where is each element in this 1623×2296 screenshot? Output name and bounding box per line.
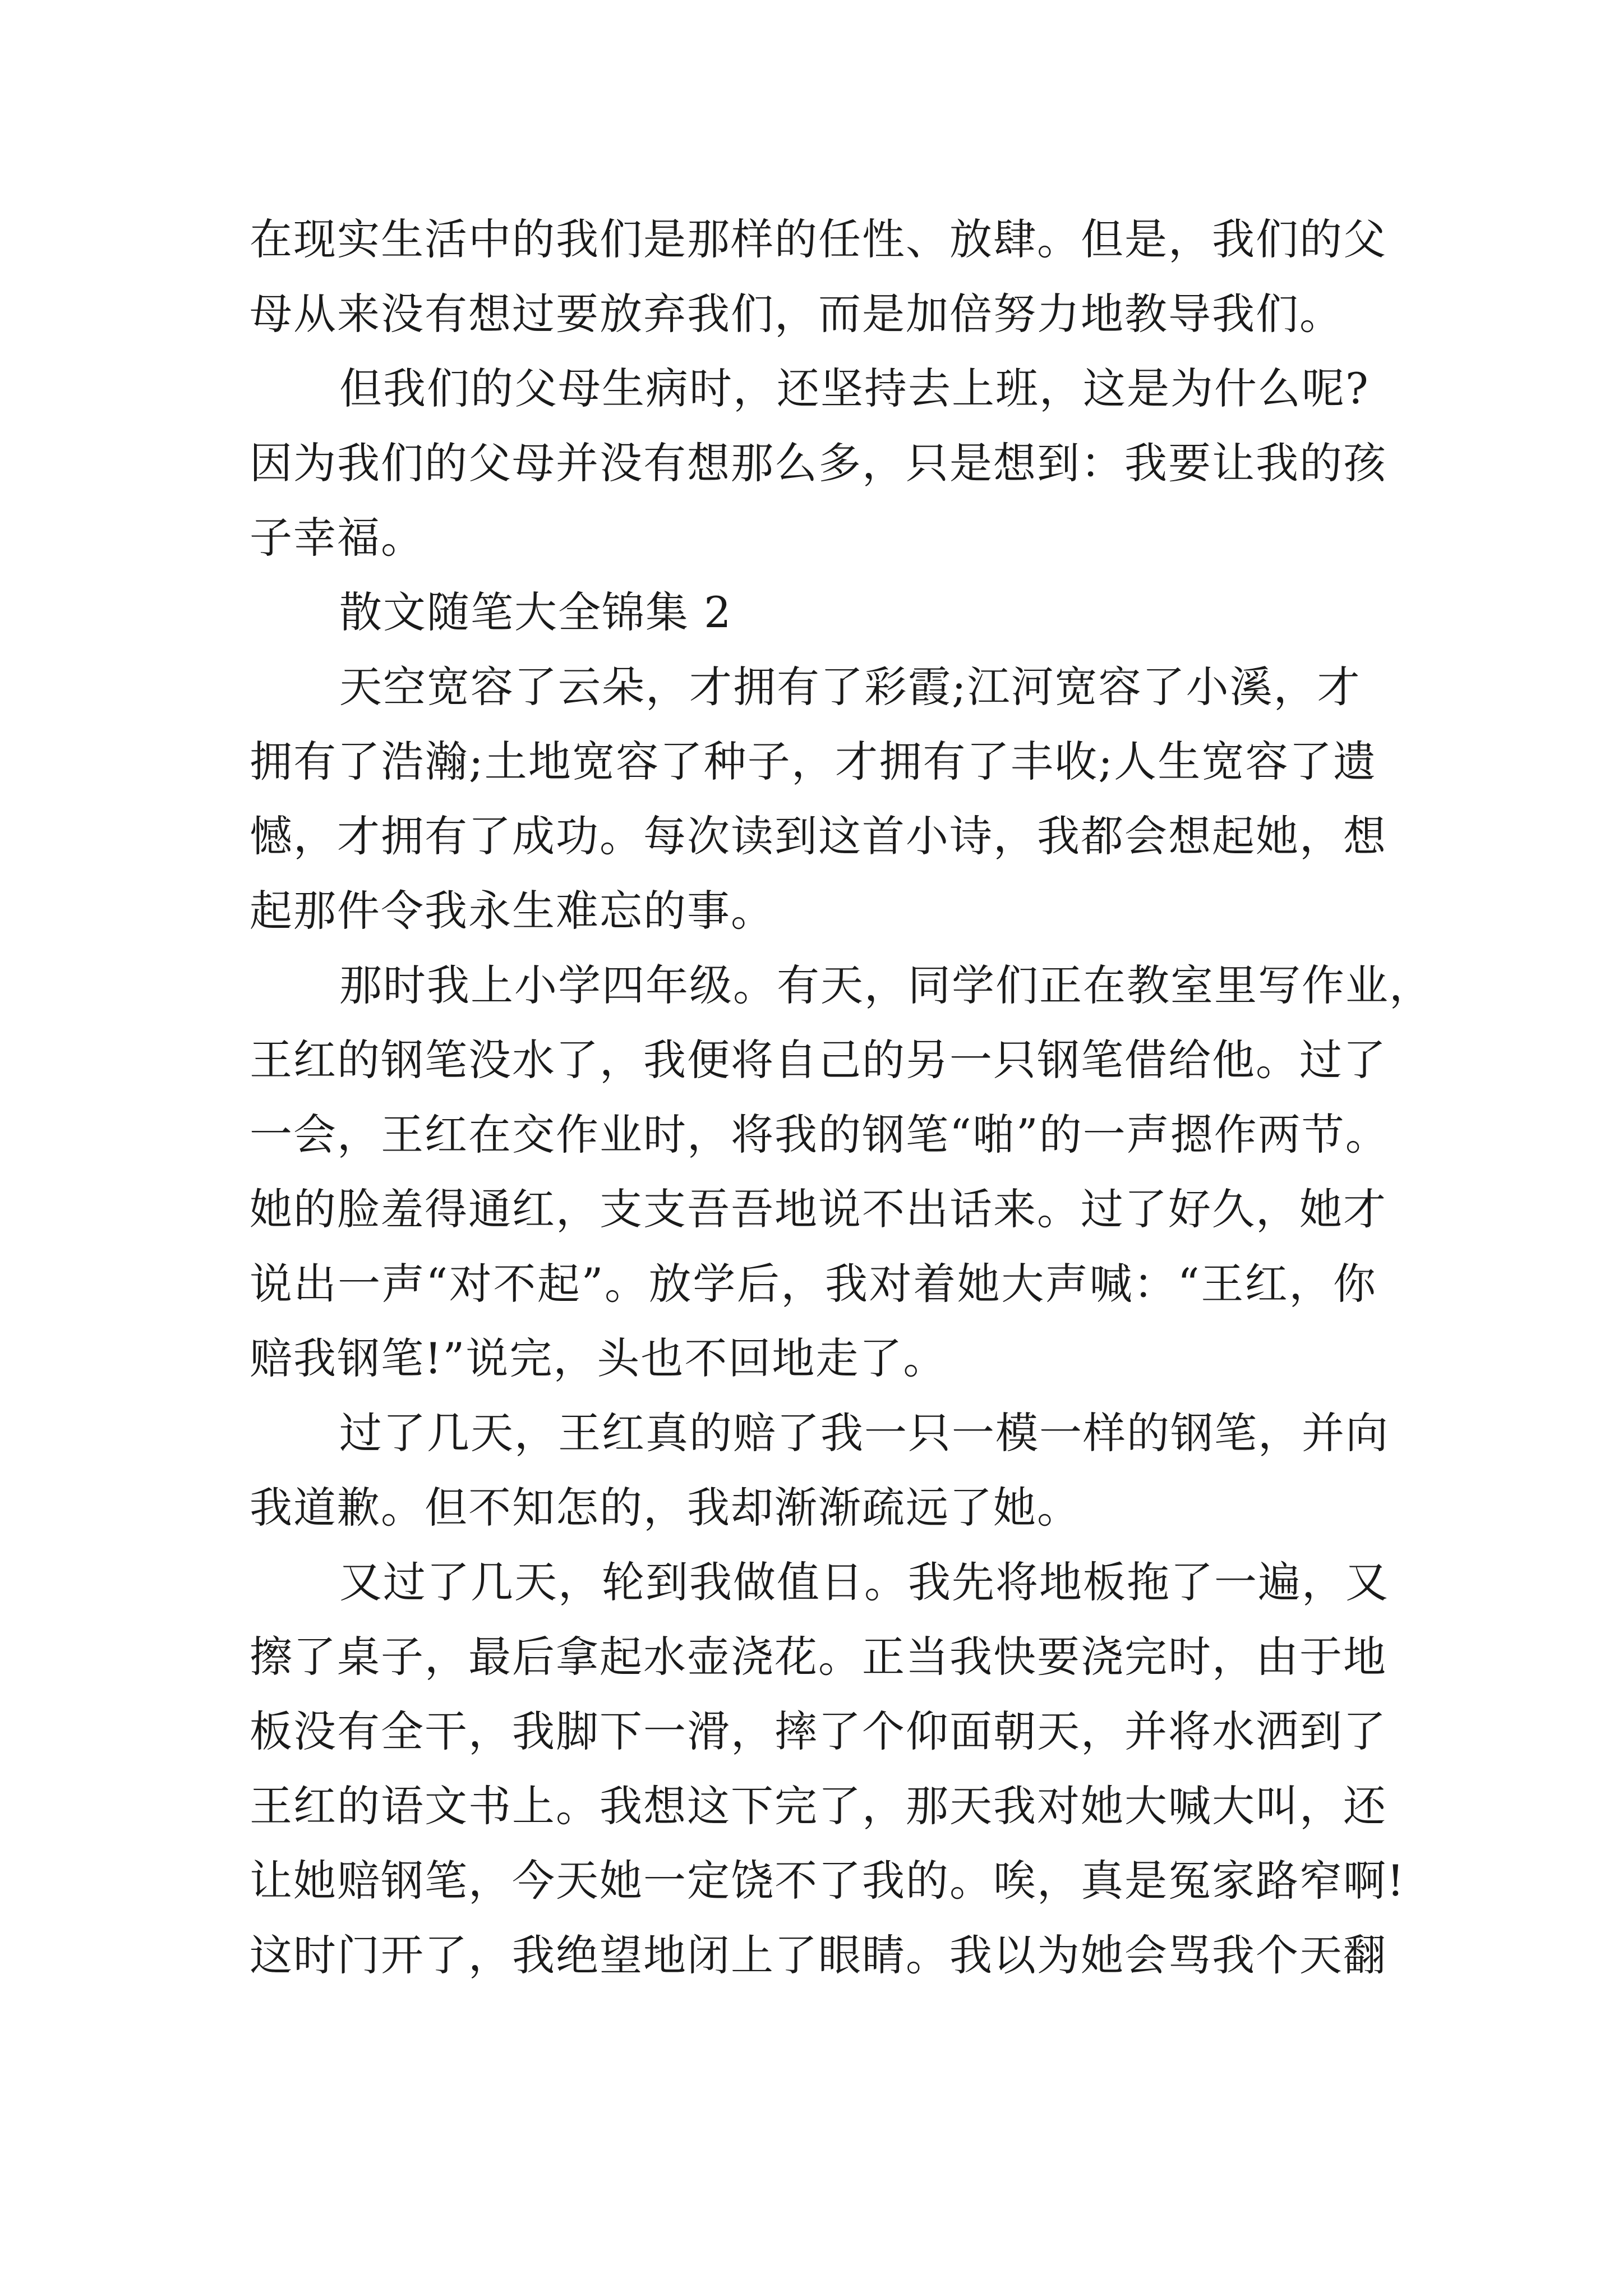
text-line: 让她赔钢笔，今天她一定饶不了我的。唉，真是冤家路窄啊! — [250, 1856, 1405, 1906]
text-line: 起那件令我永生难忘的事。 — [250, 886, 774, 936]
text-line: 王红的钢笔没水了，我便将自己的另一只钢笔借给他。过了 — [250, 1035, 1387, 1085]
text-line: 我道歉。但不知怎的，我却渐渐疏远了她。 — [250, 1483, 1081, 1533]
document-body — [250, 202, 1433, 1993]
paragraph-first-line: 过了几天，王红真的赔了我一只一模一样的钢笔，并向 — [339, 1408, 1389, 1458]
text-line: 赔我钢笔!”说完，头也不回地走了。 — [250, 1333, 947, 1383]
text-line: 她的脸羞得通红，支支吾吾地说不出话来。过了好久，她才 — [250, 1184, 1387, 1234]
text-line: 拥有了浩瀚;土地宽容了种子，才拥有了丰收;人生宽容了遗 — [250, 737, 1377, 786]
paragraph-first-line: 但我们的父母生病时，还坚持去上班，这是为什么呢? — [339, 364, 1370, 413]
text-line: 板没有全干，我脚下一滑，摔了个仰面朝天，并将水洒到了 — [250, 1706, 1387, 1756]
text-line: 王红的语文书上。我想这下完了，那天我对她大喊大叫，还 — [250, 1781, 1387, 1831]
text-line: 憾，才拥有了成功。每次读到这首小诗，我都会想起她，想 — [250, 811, 1387, 861]
text-line: 擦了桌子，最后拿起水壶浇花。正当我快要浇完时，由于地 — [250, 1632, 1387, 1682]
paragraph-first-line: 又过了几天，轮到我做值日。我先将地板拖了一遍，又 — [339, 1557, 1389, 1607]
text-line: 母从来没有想过要放弃我们，而是加倍努力地教导我们。 — [250, 289, 1343, 339]
text-line: 说出一声“对不起”。放学后，我对着她大声喊：“王红，你 — [250, 1259, 1377, 1309]
text-line: 在现实生活中的我们是那样的任性、放肆。但是，我们的父 — [250, 214, 1387, 264]
text-line: 一会，王红在交作业时，将我的钢笔“啪”的一声摁作两节。 — [250, 1110, 1389, 1159]
paragraph-first-line: 那时我上小学四年级。有天，同学们正在教室里写作业， — [339, 960, 1433, 1010]
paragraph-first-line: 天空宽容了云朵，才拥有了彩霞;江河宽容了小溪，才 — [339, 662, 1361, 712]
text-line: 子幸福。 — [250, 513, 425, 563]
text-line: 这时门开了，我绝望地闭上了眼睛。我以为她会骂我个天翻 — [250, 1930, 1387, 1980]
text-line: 因为我们的父母并没有想那么多，只是想到：我要让我的孩 — [250, 438, 1387, 488]
section-heading: 散文随笔大全锦集 2 — [339, 587, 732, 637]
